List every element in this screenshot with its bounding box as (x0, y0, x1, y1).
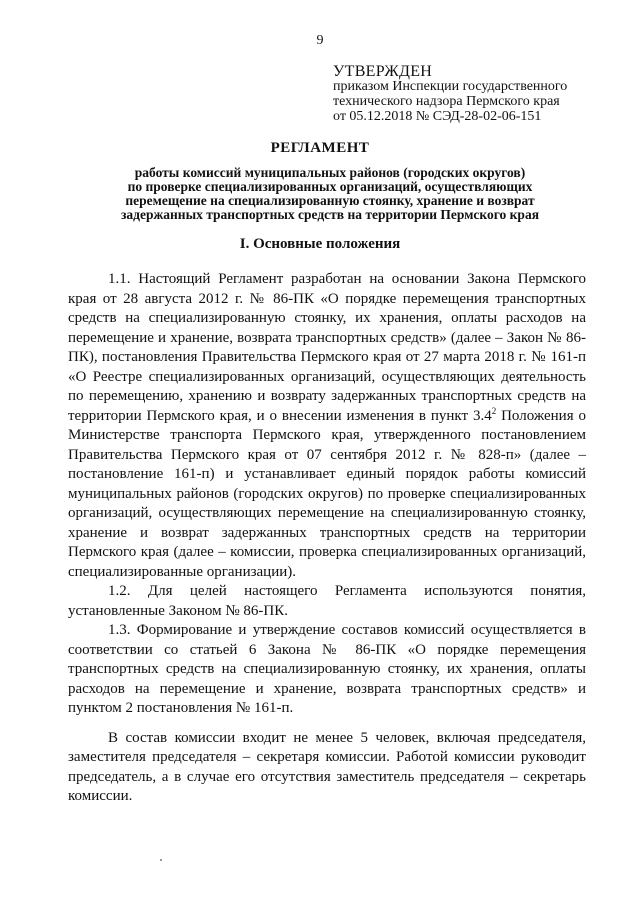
document-subtitle (50, 166, 610, 222)
document-title: РЕГЛАМЕНТ (270, 140, 370, 156)
approval-line-3: от 05.12.2018 № СЭД-28-02-06-151 (333, 109, 542, 124)
section-title: I. Основные положения (239, 236, 401, 252)
scan-speck (160, 859, 162, 861)
superscript: 2 (491, 405, 497, 416)
paragraph-1-1 (68, 270, 586, 582)
subtitle-line-4: задержанных транспортных средств на территории Пермского края (120, 207, 539, 222)
approval-line-2: технического надзора Пермского края (333, 94, 560, 109)
paragraph-1-1-part-a: 1.1. Настоящий Регламент разработан на основании Закона Пермского края от 28 августа 2012 г. № 86-ПК «О порядке перемещения транспортных средств на специализированную стоянку, их хранения, оплаты расходов на перемещение и хранение, возврата транспортных средств» (далее – Закон № 86-ПК), постановления Правительства Пермского края от 27 марта 2018 г. № 161-п «О Реестре специализированных организаций, осуществляющих деятельность по перемещению, хранению и возврату задержанных транспортных средств на территории Пермского края, и о внесении изменения в пункт 3.4 (68, 271, 586, 424)
approval-heading: УТВЕРЖДЕН (333, 63, 433, 80)
page-number: 9 (316, 33, 324, 48)
paragraph-composition: В состав комиссии входит не менее 5 человек, включая председателя, заместителя председателя – секретаря комиссии. Работой комиссии руководит председатель, а в случае его отсутствия заместитель председателя – секретарь комиссии. (68, 729, 586, 804)
paragraph-1-3: 1.3. Формирование и утверждение составов комиссий осуществляется в соответствии со статьей 6 Закона № 86-ПК «О порядке перемещения транспортных средств на специализированную стоянку, их хранения, оплаты расходов на перемещение и хранение, возврата транспортных средств» и пунктом 2 постановления № 161-п. (68, 622, 586, 716)
paragraph-1-2: 1.2. Для целей настоящего Регламента используются понятия, установленные Законом № 86-ПК. (68, 583, 586, 619)
subtitle-line-1: работы комиссий муниципальных районов (городских округов) (134, 165, 526, 180)
document-body (68, 270, 586, 807)
subtitle-line-3: перемещение на специализированную стоянку, хранение и возврат (125, 193, 535, 208)
subtitle-line-2: по проверке специализированных организаций, осуществляющих (127, 179, 533, 194)
paragraph-1-1-part-b: Положения о Министерстве транспорта Пермского края, утвержденного постановлением Правительства Пермского края от 07 сентября 2012 г. № 828-п» (далее – постановление 161-п) и устанавливает единый порядок работы комиссий муниципальных районов (городских округов) по проверке специализированных организаций, осуществляющих перемещение на специализированную стоянку, хранение и возврат задержанных транспортных средств на территории Пермского края (далее – комиссии, проверка специализированных организаций, специализированные организации). (68, 407, 586, 580)
approval-stamp (333, 64, 633, 124)
approval-line-1: приказом Инспекции государственного (333, 79, 568, 94)
